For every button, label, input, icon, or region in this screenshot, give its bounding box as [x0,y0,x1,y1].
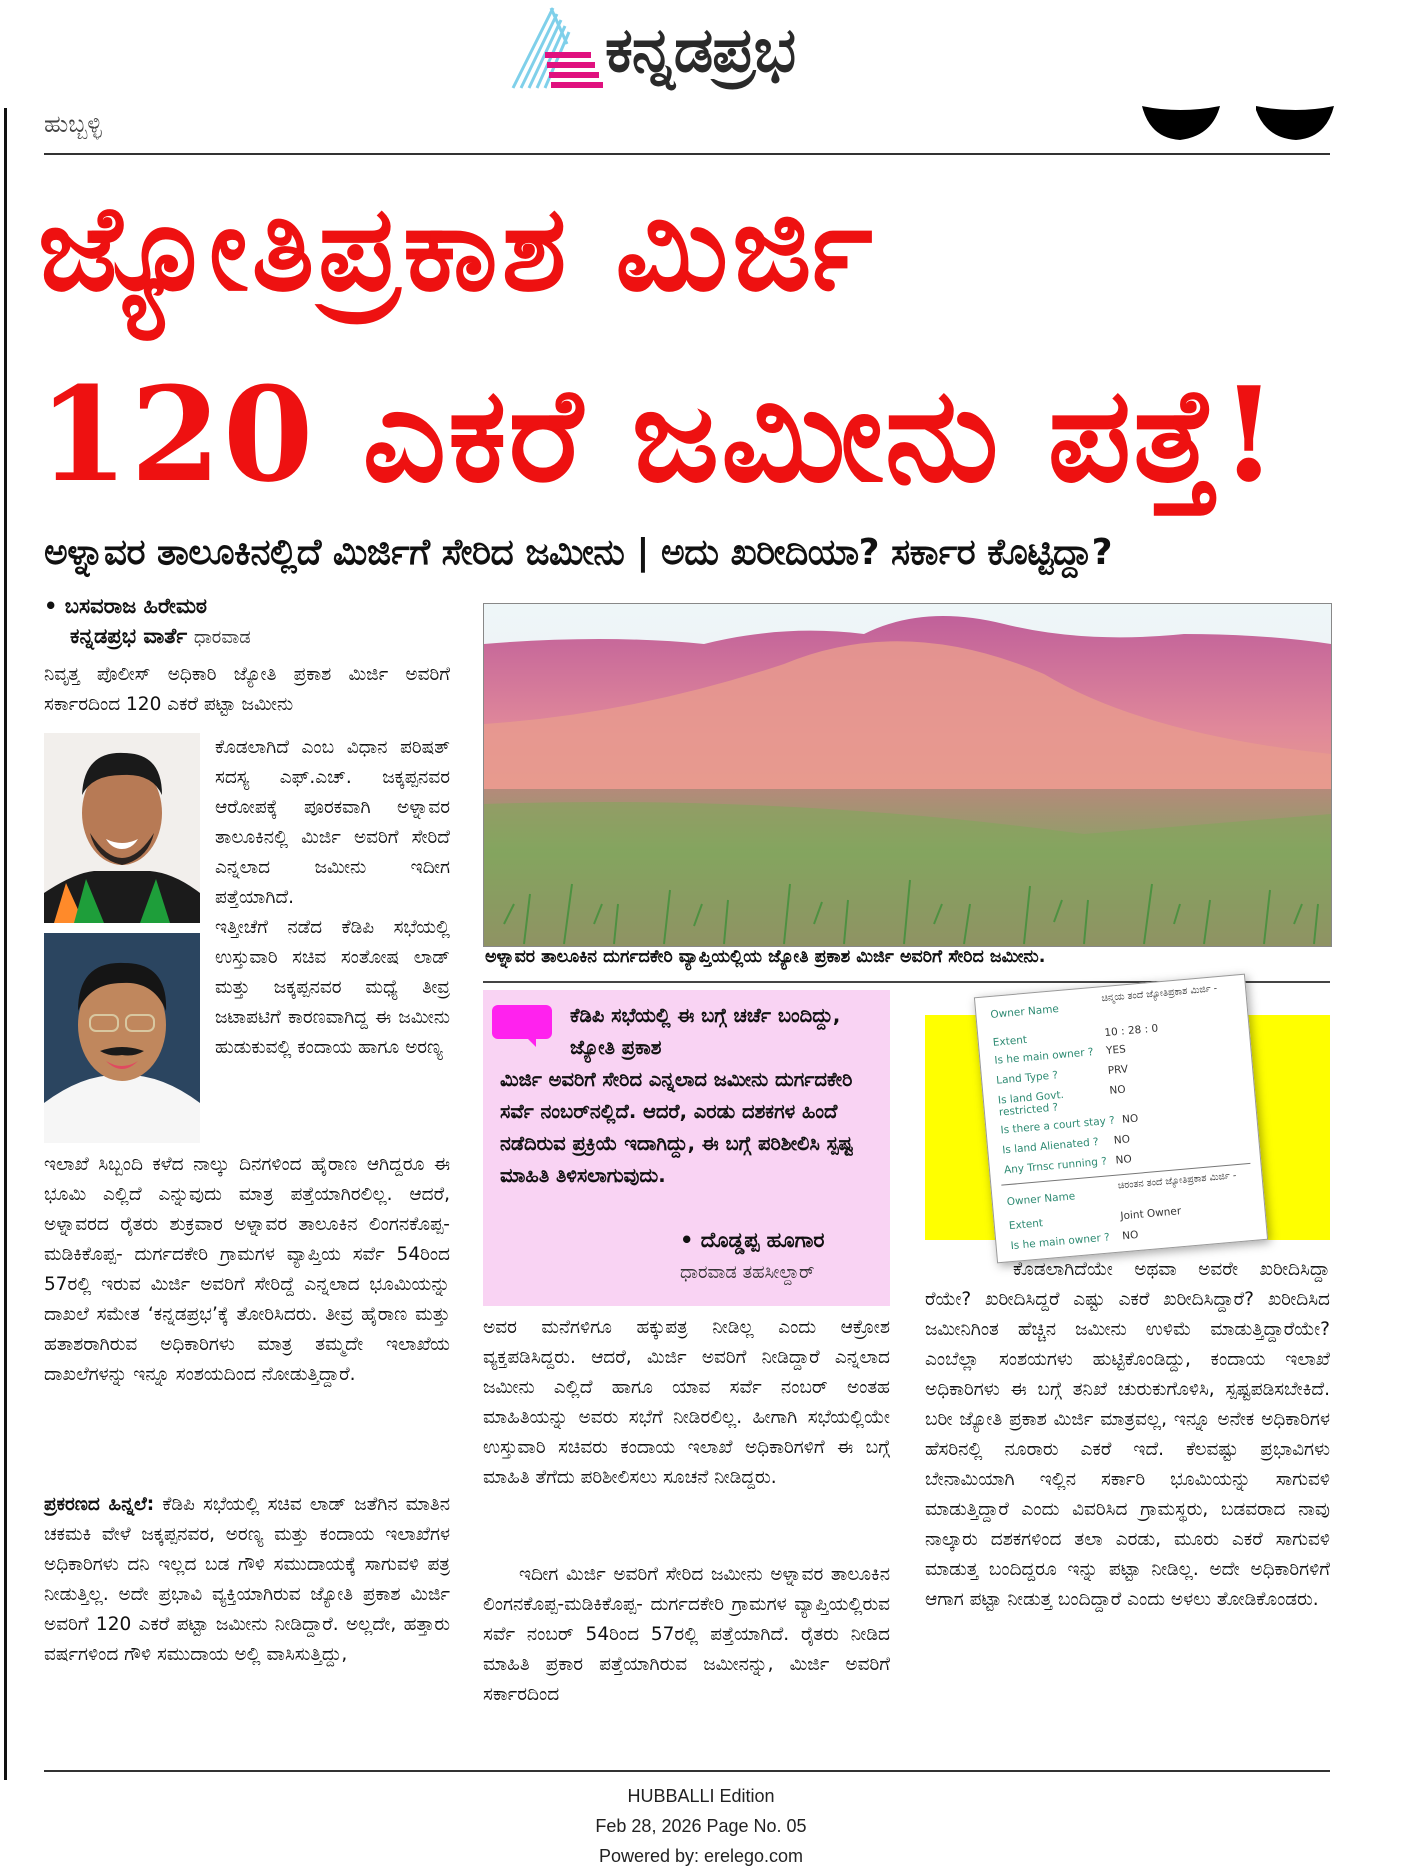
masthead-logo [505,4,905,96]
article-paragraph-text: ಕೊಡಲಾಗಿದೆಯೇ ಅಥವಾ ಅವರೇ ಖರೀದಿಸಿದ್ದಾ ರೆಯೇ? ಖರೀದಿಸಿದ್ದರೆ ಎಷ್ಟು ಎಕರೆ ಖರೀದಿಸಿದ್ದಾರೆ? ಖರೀದಿಸಿದ ಜಮೀನಿಗಿಂತ ಹೆಚ್ಚಿನ ಜಮೀನು ಉಳಿಮೆ ಮಾಡುತ್ತಿದ್ದಾರೆಯೇ? ಎಂಬೆಲ್ಲಾ ಸಂಶಯಗಳು ಹುಟ್ಟಿಕೊಂಡಿದ್ದು, ಕಂದಾಯ ಇಲಾಖೆ ಅಧಿಕಾರಿಗಳು ಈ ಬಗ್ಗೆ ತನಿಖೆ ಚುರುಕುಗೊಳಿಸಿ, ಸ್ಪಷ್ಟಪಡಿಸಬೇಕಿದೆ. ಬರೀ ಜ್ಯೋತಿ ಪ್ರಕಾಶ ಮಿರ್ಜಿ ಮಾತ್ರವಲ್ಲ, ಇನ್ನೂ ಅನೇಕ ಅಧಿಕಾರಿಗಳ ಹೆಸರಿನಲ್ಲಿ ನೂರಾರು ಎಕರೆ ಇದೆ. ಕೆಲವಷ್ಟು ಪ್ರಭಾವಿಗಳು ಬೇನಾಮಿಯಾಗಿ ಇಲ್ಲಿನ ಸರ್ಕಾರಿ ಭೂಮಿಯನ್ನು ಸಾಗುವಳಿ ಮಾಡುತ್ತಿದ್ದಾರೆ ಎಂದು ವಿವರಿಸಿದ ಗ್ರಾಮಸ್ಥರು, ಬಡವರಾದ ನಾವು ನಾಲ್ಕಾರು ದಶಕಗಳಿಂದ ತಲಾ ಎರಡು, ಮೂರು ಎಕರೆ ಸಾಗುವಳಿ ಮಾಡುತ್ತ ಬಂದಿದ್ದರೂ ಇನ್ನು ಪಟ್ಟಾ ನೀಡಿಲ್ಲ. ಅದೇ ಅಧಿಕಾರಿಗಳಿಗೆ ಆಗಾಗ ಪಟ್ಟಾ ನೀಡುತ್ತ ಬಂದಿದ್ದಾರೆ ಎಂದು ಅಳಲು ತೋಡಿಕೊಂಡರು. [925,1259,1330,1610]
quote-author-role: ಧಾರವಾಡ ತಹಸೀಲ್ದಾರ್ [680,1262,815,1283]
edition-label: ಹುಬ್ಬಳ್ಳಿ [44,110,102,138]
logo-wordmark: ಕನ್ನಡಪ್ರಭ [605,13,796,86]
record-value: NO [1109,1083,1127,1097]
record-label: Is land Govt. restricted ? [997,1088,1065,1119]
byline-author: • ಬಸವರಾಜ ಹಿರೇಮಠ [44,594,208,618]
headline-line-2: 120 ಎಕರೆ ಜಮೀನು ಪತ್ತೆ! [38,358,1280,511]
record-value: 10 : 28 : 0 [1103,1022,1159,1040]
record-value: YES [1105,1043,1127,1058]
record-label: Is land Alienated ? [1001,1136,1100,1157]
article-paragraph [925,1255,1330,1615]
article-paragraph: ಇತ್ತೀಚೆಗೆ ನಡೆದ ಕೆಡಿಪಿ ಸಭೆಯಲ್ಲಿ ಉಸ್ತುವಾರಿ ಸಚಿವ ಸಂತೋಷ ಲಾಡ್ ಮತ್ತು ಜಕ್ಕಪ್ಪನವರ ಮಧ್ಯೆ ತೀವ್ರ ಜಟಾಪಟಿಗೆ ಕಾರಣವಾಗಿದ್ದ ಈ ಜಮೀನು ಹುಡುಕುವಲ್ಲಿ ಕಂದಾಯ ಹಾಗೂ ಅರಣ್ಯ [215,917,450,1058]
logo-triangle-icon [505,4,605,92]
land-record-card [974,974,1268,1264]
record-label: Is there a court stay ? [1000,1114,1116,1137]
footer-date-page: Feb 28, 2026 Page No. 05 [595,1816,807,1836]
record-label: Is he main owner ? [1010,1231,1111,1253]
land-photo [483,603,1332,947]
page-left-border [4,108,7,1780]
record-label: Extent [992,1033,1028,1049]
byline-dateline [70,624,251,649]
quote-text-rest: ಮಿರ್ಜಿ ಅವರಿಗೆ ಸೇರಿದ ಎನ್ನಲಾದ ಜಮೀನು ದುರ್ಗದಕೇರಿ ಸರ್ವೆ ನಂಬರ್‌ನಲ್ಲಿದೆ. ಆದರೆ, ಎರಡು ದಶಕಗಳ ಹಿಂದೆ ನಡೆದಿರುವ ಪ್ರಕ್ರಿಯೆ ಇದಾಗಿದ್ದು, ಈ ಬಗ್ಗೆ ಪರಿಶೀಲಿಸಿ ಸ್ಪಷ್ಟ ಮಾಹಿತಿ ತಿಳಿಸಲಾಗುವುದು. [500,1068,854,1187]
record-value: ಚಿರಂತನ ತಂದೆ ಜ್ಯೋತಿಪ್ರಕಾಶ ಮಿರ್ಜಿ - [1117,1170,1237,1192]
record-label: Extent [1008,1217,1044,1233]
byline-place: ಧಾರವಾಡ [193,627,251,648]
quote-text-first: ಕೆಡಿಪಿ ಸಭೆಯಲ್ಲಿ ಈ ಬಗ್ಗೆ ಚರ್ಚೆ ಬಂದಿದ್ದು, ಜ್ಯೋತಿ ಪ್ರಕಾಶ [570,1004,841,1059]
landscape-image-icon [484,604,1331,946]
record-label: Owner Name [1006,1190,1076,1209]
article-paragraph-text: ಇದೀಗ ಮಿರ್ಜಿ ಅವರಿಗೆ ಸೇರಿದ ಜಮೀನು ಅಳ್ನಾವರ ತಾಲೂಕಿನ ಲಿಂಗನಕೊಪ್ಪ-ಮಡಿಕಿಕೊಪ್ಪ- ದುರ್ಗದಕೇರಿ ಗ್ರಾಮಗಳ ವ್ಯಾಪ್ತಿಯಲ್ಲಿರುವ ಸರ್ವೆ ನಂಬರ್ 54ರಿಂದ 57ರಲ್ಲಿ ಪತ್ತೆಯಾಗಿದೆ. ರೈತರು ನೀಡಿದ ಮಾಹಿತಿ ಪ್ರಕಾರ ಪತ್ತೆಯಾಗಿರುವ ಜಮೀನನ್ನು, ಮಿರ್ಜಿ ಅವರಿಗೆ ಸರ್ಕಾರದಿಂದ [483,1564,890,1705]
record-value: Joint Owner [1120,1205,1182,1223]
footer-divider [44,1770,1330,1772]
headline-line-1: ಜ್ಯೋತಿಪ್ರಕಾಶ ಮಿರ್ಜಿ [38,178,877,317]
footer-powered-by[interactable]: Powered by: erelego.com [598,1846,804,1866]
footer-edition: HUBBALLI Edition [627,1786,775,1806]
person-portrait-icon [44,933,200,1143]
background-heading: ಪ್ರಕರಣದ ಹಿನ್ನಲೆ: [44,1494,155,1515]
article-paragraph [483,1560,890,1710]
article-paragraph: ಇಲಾಖೆ ಸಿಬ್ಬಂದಿ ಕಳೆದ ನಾಲ್ಕು ದಿನಗಳಿಂದ ಹೈರಾಣ ಆಗಿದ್ದರೂ ಈ ಭೂಮಿ ಎಲ್ಲಿದೆ ಎನ್ನುವುದು ಮಾತ್ರ ಪತ್ತೆಯಾಗಿರಲಿಲ್ಲ. ಆದರೆ, ಅಳ್ನಾವರದ ರೈತರು ಶುಕ್ರವಾರ ಅಳ್ನಾವರ ತಾಲೂಕಿನ ಲಿಂಗನಕೊಪ್ಪ- ಮಡಿಕಿಕೊಪ್ಪ- ದುರ್ಗದಕೇರಿ ಗ್ರಾಮಗಳ ವ್ಯಾಪ್ತಿಯ ಸರ್ವೆ 54ರಿಂದ 57ರಲ್ಲಿ ಇರುವ ಮಿರ್ಜಿ ಅವರಿಗೆ ಸೇರಿದ್ದೆ ಎನ್ನಲಾದ ಭೂಮಿಯನ್ನು ದಾಖಲೆ ಸಮೇತ ‘ಕನ್ನಡಪ್ರಭ’ಕ್ಕೆ ತೋರಿಸಿದರು. ತೀವ್ರ ಹೈರಾಣ ಮತ್ತು ಹತಾಶರಾಗಿರುವ ಅಧಿಕಾರಿಗಳು ಮಾತ್ರ ತಮ್ಮದೇ ಇಲಾಖೆಯ ದಾಖಲೆಗಳನ್ನು ಇನ್ನೂ ಸಂಶಯದಿಂದ ನೋಡುತ್ತಿದ್ದಾರೆ. [44,1154,450,1385]
article-paragraph: ಕೊಡಲಾಗಿದೆ ಎಂಬ ವಿಧಾನ ಪರಿಷತ್ ಸದಸ್ಯ ಎಫ್.ಎಚ್. ಜಕ್ಕಪ್ಪನವರ ಆರೋಪಕ್ಕೆ ಪೂರಕವಾಗಿ ಅಳ್ನಾವರ ತಾಲೂಕಿನಲ್ಲಿ ಮಿರ್ಜಿ ಅವರಿಗೆ ಸೇರಿದೆ ಎನ್ನಲಾದ ಜಮೀನು ಇದೀಗ ಪತ್ತೆಯಾಗಿದೆ. [215,737,450,908]
background-section [44,1490,450,1670]
corner-decoration [1120,106,1340,142]
article-col1-wrap [215,733,450,1063]
article-lead: ನಿವೃತ್ತ ಪೊಲೀಸ್ ಅಧಿಕಾರಿ ಜ್ಯೋತಿ ಪ್ರಕಾಶ ಮಿರ್ಜಿ ಅವರಿಗೆ ಸರ್ಕಾರದಿಂದ 120 ಎಕರೆ ಪಟ್ಟಾ ಜಮೀನು [44,664,450,715]
article-paragraph: ಅವರ ಮನೆಗಳಿಗೂ ಹಕ್ಕುಪತ್ರ ನೀಡಿಲ್ಲ ಎಂದು ಆಕ್ರೋಶ ವ್ಯಕ್ತಪಡಿಸಿದ್ದರು. ಆದರೆ, ಮಿರ್ಜಿ ಅವರಿಗೆ ನೀಡಿದ್ದಾರೆ ಎನ್ನಲಾದ ಜಮೀನು ಎಲ್ಲಿದೆ ಹಾಗೂ ಯಾವ ಸರ್ವೆ ನಂಬರ್ ಅಂತಹ ಮಾಹಿತಿಯನ್ನು ಅವರು ಸಭೆಗೆ ನೀಡಿರಲಿಲ್ಲ. ಹೀಗಾಗಿ ಸಭೆಯಲ್ಲಿಯೇ ಉಸ್ತುವಾರಿ ಸಚಿವರು ಕಂದಾಯ ಇಲಾಖೆ ಅಧಿಕಾರಿಗಳಿಗೆ ಈ ಬಗ್ಗೆ ಮಾಹಿತಿ ತೆಗೆದು ಪರಿಶೀಲಿಸಲು ಸೂಚನೆ ನೀಡಿದ್ದರು. [483,1317,890,1488]
header-divider [44,153,1330,155]
record-label: Any Trnsc running ? [1003,1155,1108,1177]
record-value: ಚಿನ್ಮಯ ತಂದೆ ಜ್ಯೋತಿಪ್ರಕಾಶ ಮಿರ್ಜಿ - [1101,983,1218,1005]
portrait-photo-2 [44,933,200,1143]
record-label: Is he main owner ? [993,1046,1094,1067]
portrait-photo-1 [44,733,200,923]
record-value: PRV [1107,1063,1129,1077]
record-label: Owner Name [989,1003,1060,1021]
person-portrait-icon [44,733,200,923]
background-text: ಕೆಡಿಪಿ ಸಭೆಯಲ್ಲಿ ಸಚಿವ ಲಾಡ್ ಜತೆಗಿನ ಮಾತಿನ ಚಕಮಕಿ ವೇಳೆ ಜಕ್ಕಪ್ಪನವರ, ಅರಣ್ಯ ಮತ್ತು ಕಂದಾಯ ಇಲಾಖೆಗಳ ಅಧಿಕಾರಿಗಳು ದನಿ ಇಲ್ಲದ ಬಡ ಗೌಳಿ ಸಮುದಾಯಕ್ಕೆ ಸಾಗುವಳಿ ಪತ್ರ ನೀಡುತ್ತಿಲ್ಲ. ಅದೇ ಪ್ರಭಾವಿ ವ್ಯಕ್ತಿಯಾಗಿರುವ ಜ್ಯೋತಿ ಪ್ರಕಾಶ ಮಿರ್ಜಿ ಅವರಿಗೆ 120 ಎಕರೆ ಪಟ್ಟಾ ಜಮೀನು ನೀಡಿದ್ದಾರೆ. ಅಲ್ಲದೇ, ಹತ್ತಾರು ವರ್ಷಗಳಿಂದ ಗೌಳಿ ಸಮುದಾಯ ಅಲ್ಲಿ ವಾಸಿಸುತ್ತಿದ್ದು, [44,1494,450,1665]
subheadline: ಅಳ್ನಾವರ ತಾಲೂಕಿನಲ್ಲಿದೆ ಮಿರ್ಜಿಗೆ ಸೇರಿದ ಜಮೀನು | ಅದು ಖರೀದಿಯಾ? ಸರ್ಕಾರ ಕೊಟ್ಟಿದ್ದಾ? [44,532,1113,573]
photo-caption: ಅಳ್ನಾವರ ತಾಲೂಕಿನ ದುರ್ಗದಕೇರಿ ವ್ಯಾಪ್ತಿಯಲ್ಲಿಯ ಜ್ಯೋತಿ ಪ್ರಕಾಶ ಮಿರ್ಜಿ ಅವರಿಗೆ ಸೇರಿದ ಜಮೀನು. [485,947,1046,967]
record-value: NO [1115,1153,1133,1167]
quote-text [500,1000,880,1192]
byline-paper: ಕನ್ನಡಪ್ರಭ ವಾರ್ತೆ [70,624,188,648]
record-value: NO [1113,1133,1131,1147]
record-label: Land Type ? [995,1069,1059,1087]
record-value: NO [1121,1112,1139,1126]
record-value: NO [1121,1228,1139,1243]
quote-author: • ದೊಡ್ಡಪ್ಪ ಹೂಗಾರ [680,1228,825,1252]
